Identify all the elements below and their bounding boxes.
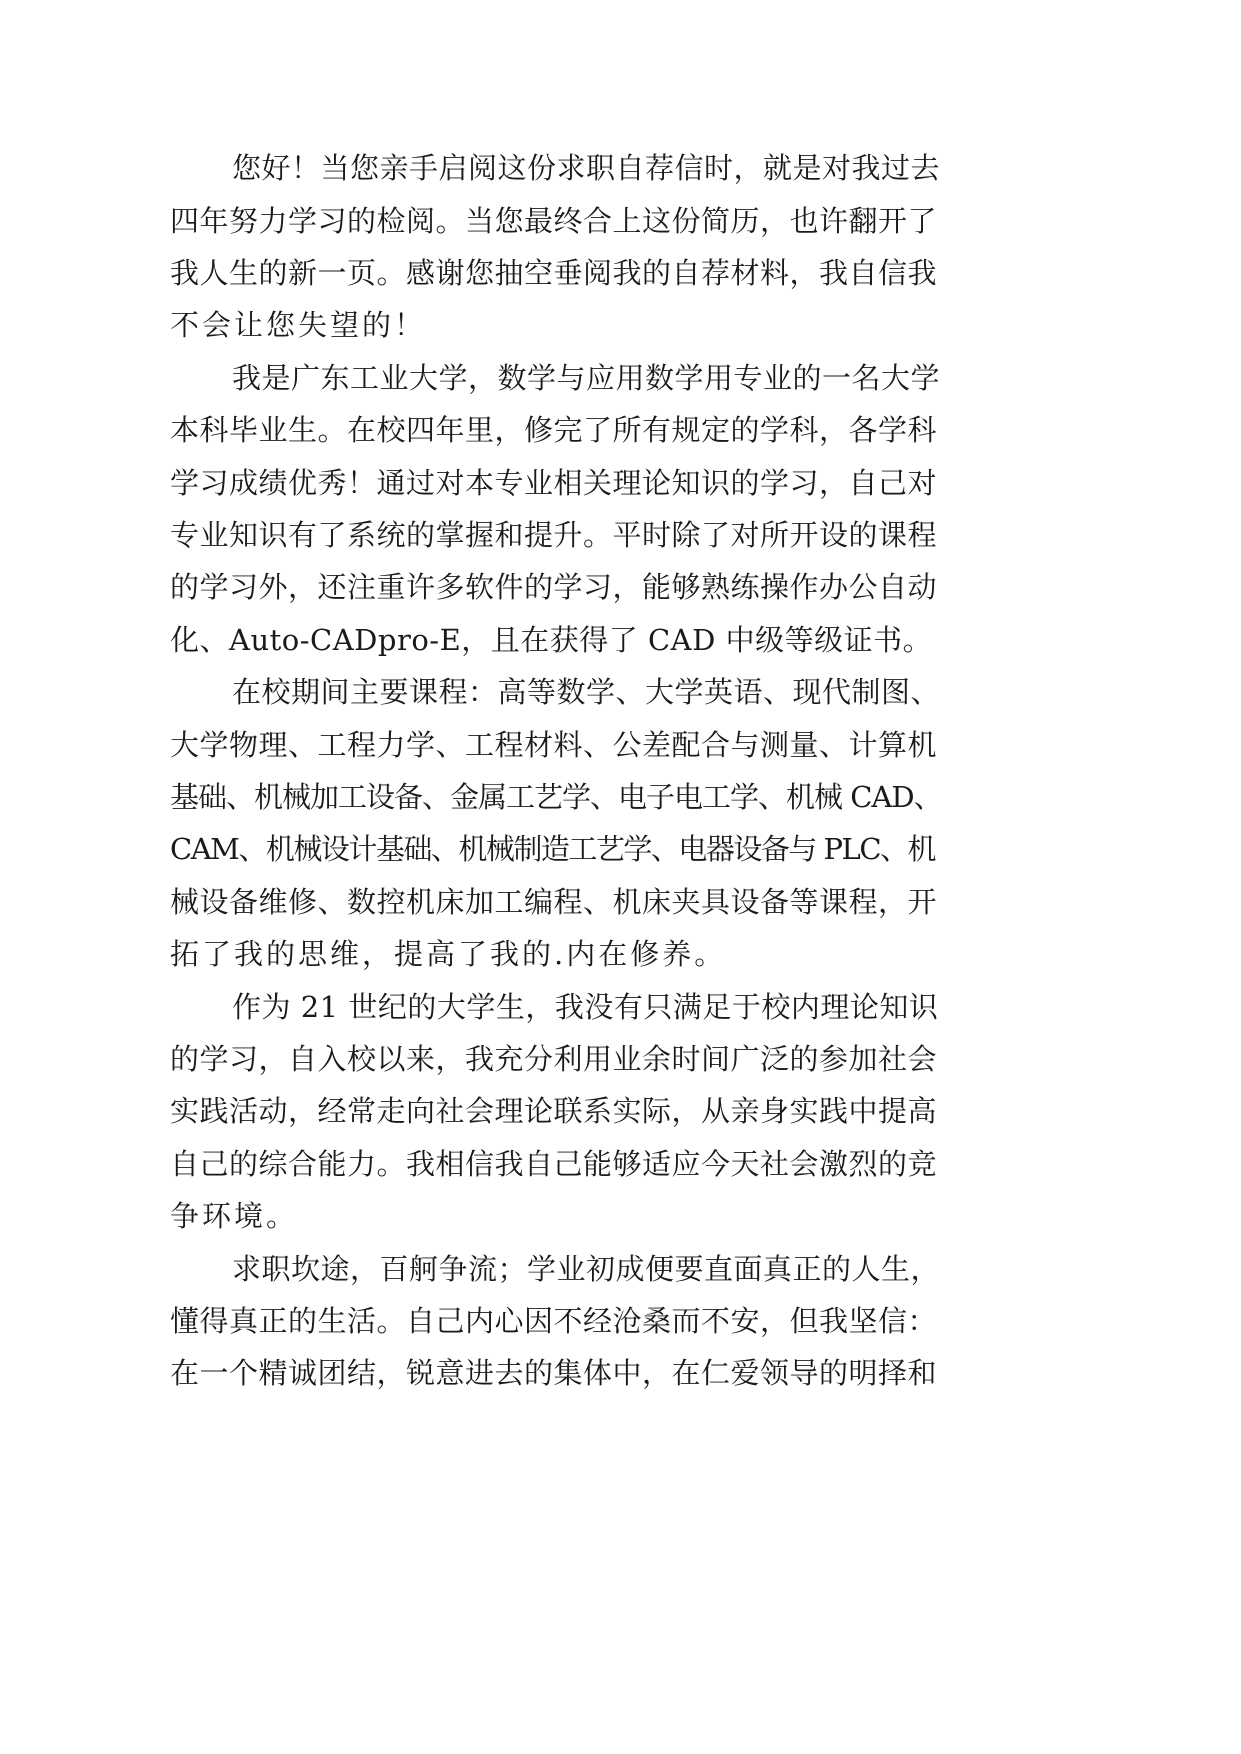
paragraph-line: 的学习，自入校以来，我充分利用业余时间广泛的参加社会	[170, 1042, 938, 1076]
paragraph-line: 您好！当您亲手启阅这份求职自荐信时，就是对我过去	[232, 151, 941, 185]
paragraph-line: 的学习外，还注重许多软件的学习，能够熟练操作办公自动	[170, 570, 938, 604]
paragraph-line: 在校期间主要课程：高等数学、大学英语、现代制图、	[232, 675, 941, 709]
paragraph-line: 在一个精诚团结，锐意进去的集体中，在仁爱领导的明择和	[170, 1356, 938, 1390]
paragraph-line: 求职坎途，百舸争流；学业初成便要直面真正的人生，	[232, 1252, 941, 1286]
paragraph-line: CAM、机械设计基础、机械制造工艺学、电器设备与 PLC、机	[170, 832, 936, 866]
paragraph-line: 争环境。	[170, 1199, 299, 1233]
paragraph-line: 实践活动，经常走向社会理论联系实际，从亲身实践中提高	[170, 1094, 938, 1128]
paragraph-line: 我人生的新一页。感谢您抽空垂阅我的自荐材料，我自信我	[170, 256, 938, 290]
paragraph-line: 本科毕业生。在校四年里，修完了所有规定的学科，各学科	[170, 413, 938, 447]
paragraph-line: 自己的综合能力。我相信我自己能够适应今天社会激烈的竞	[170, 1147, 938, 1181]
paragraph-line: 四年努力学习的检阅。当您最终合上这份简历，也许翻开了	[170, 204, 938, 238]
paragraph-line: 作为 21 世纪的大学生，我没有只满足于校内理论知识	[232, 990, 939, 1024]
paragraph-line: 拓了我的思维，提高了我的.内在修养。	[170, 937, 727, 971]
paragraph-line: 械设备维修、数控机床加工编程、机床夹具设备等课程，开	[170, 885, 938, 919]
paragraph-line: 学习成绩优秀！通过对本专业相关理论知识的学习，自己对	[170, 466, 938, 500]
paragraph-line: 我是广东工业大学，数学与应用数学用专业的一名大学	[232, 361, 941, 395]
paragraph-line: 懂得真正的生活。自己内心因不经沧桑而不安，但我坚信：	[170, 1304, 938, 1338]
paragraph-line: 专业知识有了系统的掌握和提升。平时除了对所开设的课程	[170, 518, 938, 552]
paragraph-line: 不会让您失望的！	[170, 308, 427, 342]
paragraph-line: 化、Auto-CADpro-E，且在获得了 CAD 中级等级证书。	[170, 623, 933, 657]
paragraph-line: 基础、机械加工设备、金属工艺学、电子电工学、机械 CAD、	[170, 780, 942, 814]
paragraph-line: 大学物理、工程力学、工程材料、公差配合与测量、计算机	[170, 728, 938, 762]
